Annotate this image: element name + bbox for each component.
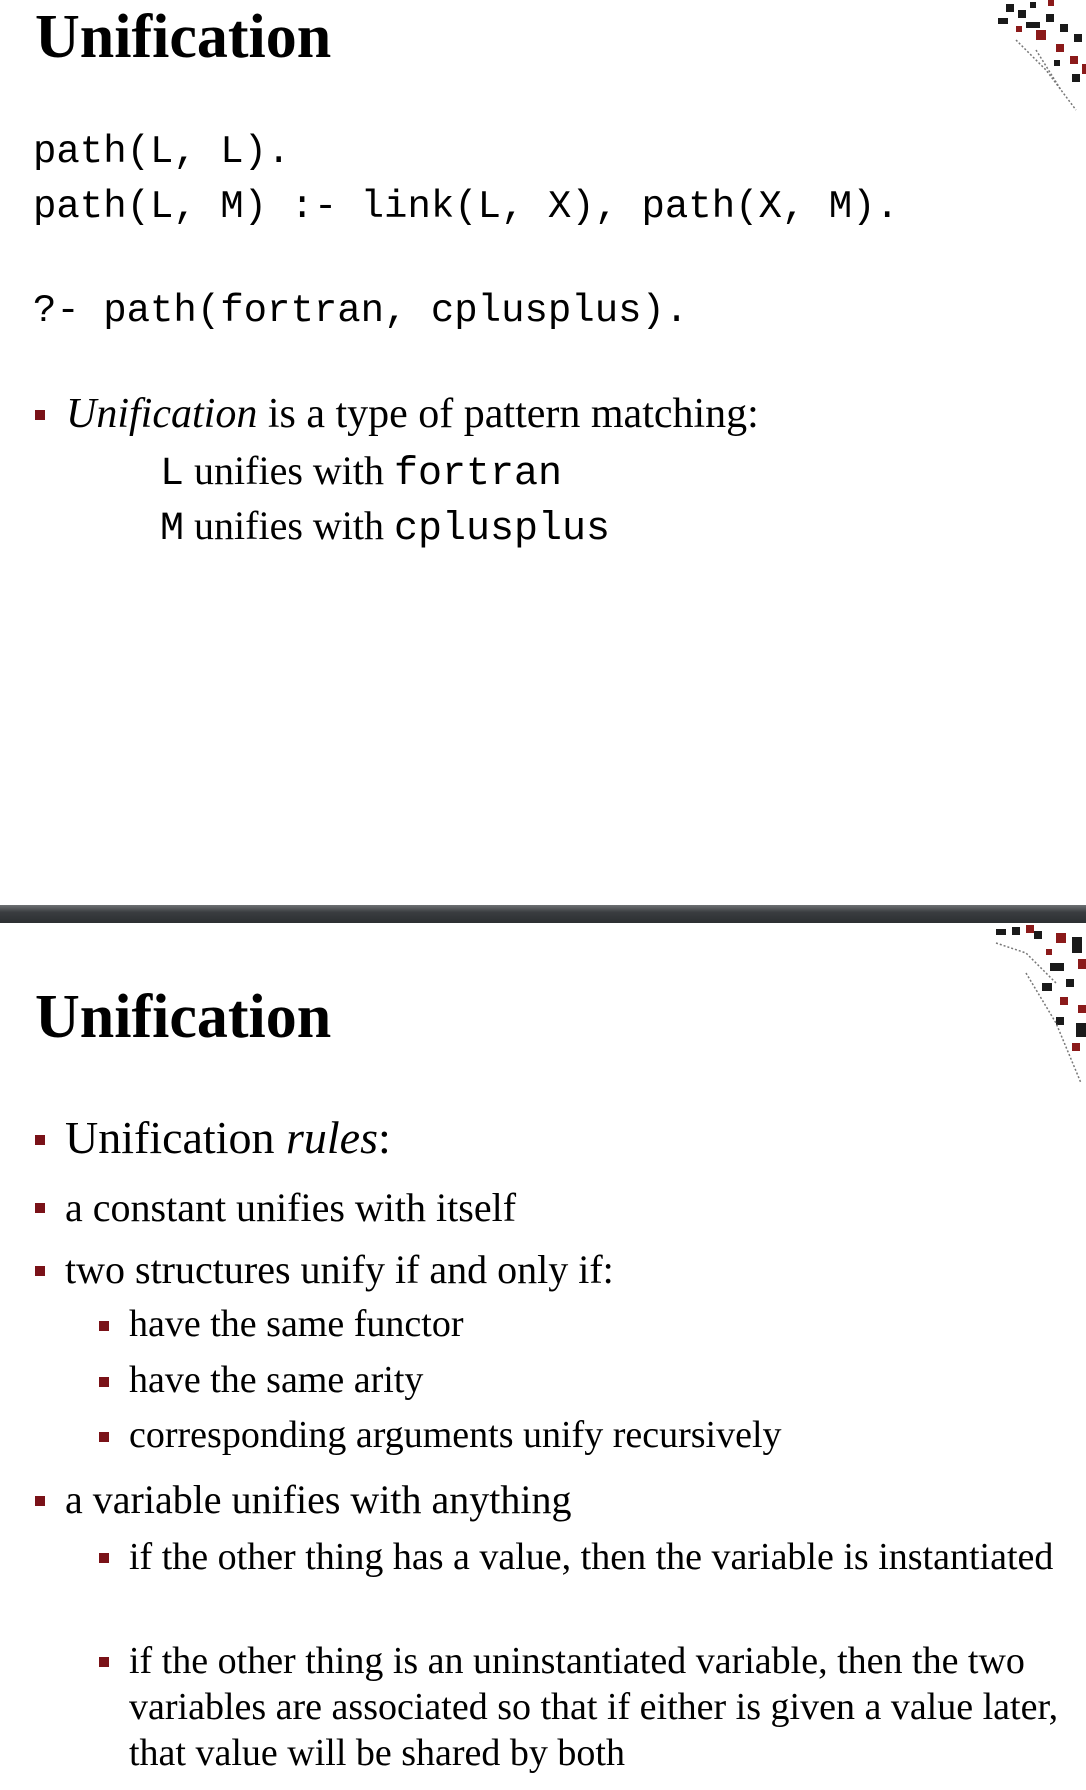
sub-structures-item: have the same arity [129, 1359, 424, 1401]
var-l: L [160, 452, 185, 497]
bullet-constant: a constant unifies with itself [65, 1185, 517, 1230]
square-bullet-icon [35, 1203, 45, 1213]
slide-title: Unification [35, 983, 332, 1051]
bullet-structures: two structures unify if and only if: [65, 1247, 614, 1292]
var-m: M [160, 507, 185, 552]
rules-heading-suffix: : [378, 1112, 391, 1163]
square-bullet-icon [35, 1266, 45, 1276]
square-bullet-icon [35, 1496, 45, 1506]
unify-text: unifies with [184, 503, 394, 548]
sub-structures-item: corresponding arguments unify recursively [129, 1414, 782, 1456]
value-cplusplus: cplusplus [394, 507, 611, 552]
square-bullet-icon [99, 1321, 109, 1331]
unify-line-m [160, 503, 611, 552]
square-bullet-icon [99, 1657, 109, 1667]
code-line-2: path(L, M) :- link(L, X), path(X, M). [33, 185, 899, 229]
rules-heading-text: Unification [65, 1112, 286, 1163]
embroidery-ornament-icon [986, 923, 1086, 1093]
slide-divider [0, 905, 1086, 923]
square-bullet-icon [35, 1135, 45, 1145]
slide-title: Unification [35, 3, 332, 71]
value-fortran: fortran [394, 452, 563, 497]
unify-line-l [160, 448, 563, 497]
sub-structures-item: have the same functor [129, 1303, 464, 1345]
square-bullet-icon [99, 1377, 109, 1387]
unification-term: Unification [66, 391, 258, 437]
code-line-1: path(L, L). [33, 130, 291, 174]
code-query: ?- path(fortran, cplusplus). [33, 289, 689, 333]
unification-definition: is a type of pattern matching: [257, 391, 759, 437]
square-bullet-icon [35, 410, 45, 420]
square-bullet-icon [99, 1553, 109, 1563]
rules-heading [65, 1112, 391, 1165]
rules-heading-italic: rules [286, 1112, 378, 1163]
unify-text: unifies with [184, 448, 394, 493]
unification-bullet [66, 390, 759, 438]
sub-variable-item: if the other thing has a value, then the variable is instantiated [129, 1536, 1054, 1578]
slide-2 [0, 923, 1086, 1790]
bullet-variable: a variable unifies with anything [65, 1477, 572, 1522]
square-bullet-icon [99, 1432, 109, 1442]
sub-variable-item: if the other thing is an uninstantiated variable, then the two variables are associated so that if either is given a value later, that value will be shared by both [129, 1640, 1059, 1774]
embroidery-ornament-icon [986, 0, 1086, 120]
